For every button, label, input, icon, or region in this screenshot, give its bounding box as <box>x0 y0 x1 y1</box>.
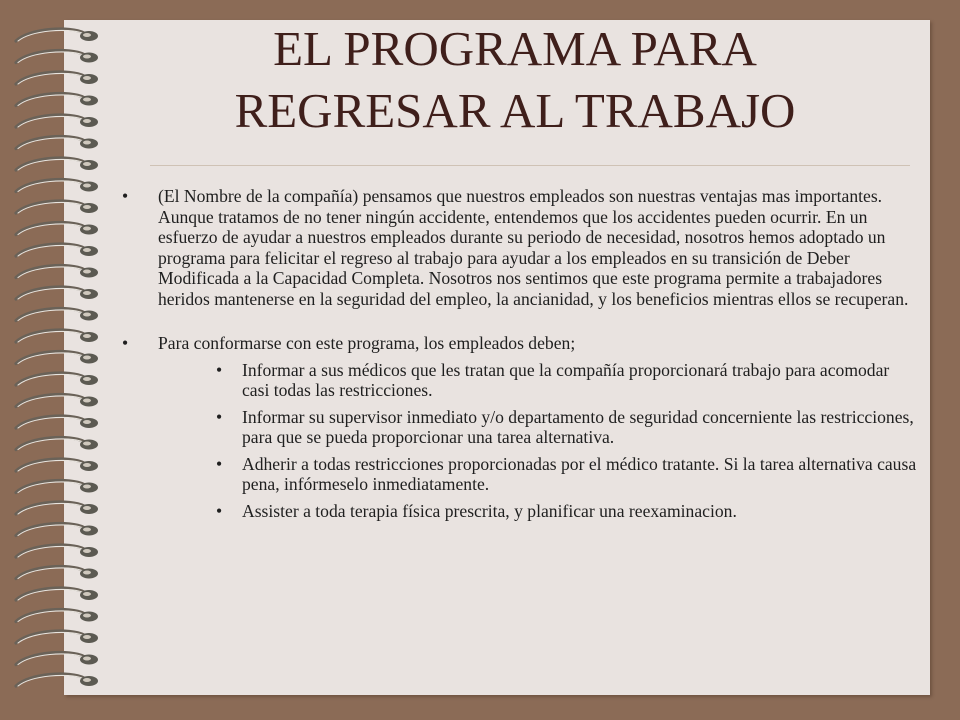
requirement-text: Informar a sus médicos que les tratan que la compañía proporcionará trabajo para acomodar casi todas las restricciones. <box>242 359 890 400</box>
bullet-icon: • <box>216 453 223 474</box>
requirement-item <box>118 360 918 401</box>
title-line-1: EL PROGRAMA PARA <box>273 21 757 76</box>
bullet-requirements <box>118 333 918 354</box>
bullet-intro <box>118 186 918 309</box>
slide-body <box>118 186 918 527</box>
requirement-item <box>118 501 918 522</box>
requirement-text: Informar su supervisor inmediato y/o departamento de seguridad concerniente las restricciones, para que se pueda proporcionar una tarea alternativa. <box>242 406 914 447</box>
requirement-text: Adherir a todas restricciones proporcionadas por el médico tratante. Si la tarea alternativa causa pena, infórmeselo inmediatamente. <box>242 453 917 494</box>
requirement-item <box>118 407 918 448</box>
requirement-text: Assister a toda terapia física prescrita, y planificar una reexaminacion. <box>242 500 737 521</box>
bullet-icon: • <box>122 186 129 206</box>
requirement-item <box>118 454 918 495</box>
bullet-requirements-text: Para conformarse con este programa, los empleados deben; <box>158 333 576 353</box>
title-line-2: REGRESAR AL TRABAJO <box>234 83 796 138</box>
bullet-icon: • <box>216 359 223 380</box>
bullet-icon: • <box>122 333 129 353</box>
slide-title <box>120 18 910 142</box>
bullet-intro-text: (El Nombre de la compañía) pensamos que nuestros empleados son nuestras ventajas mas importantes. Aunque tratamos de no tener ningún accidente, entendemos que los accidentes pueden ocurrir. En un esfuerzo de ayudar a nuestros empleados durante su periodo de necesidad, nosotros hemos adoptado un programa para felicitar el regreso al trabajo para ayudar a los empleados en su transición de Deber Modificada a la Capacidad Completa. Nosotros nos sentimos que este programa permite a trabajadores heridos mantenerse en la seguridad del empleo, la ancianidad, y los beneficios mientras ellos se recuperan. <box>158 186 909 309</box>
bullet-icon: • <box>216 500 223 521</box>
bullet-icon: • <box>216 406 223 427</box>
spiral-binding-icon <box>0 0 120 720</box>
title-divider <box>150 165 910 166</box>
requirements-list <box>118 360 918 522</box>
